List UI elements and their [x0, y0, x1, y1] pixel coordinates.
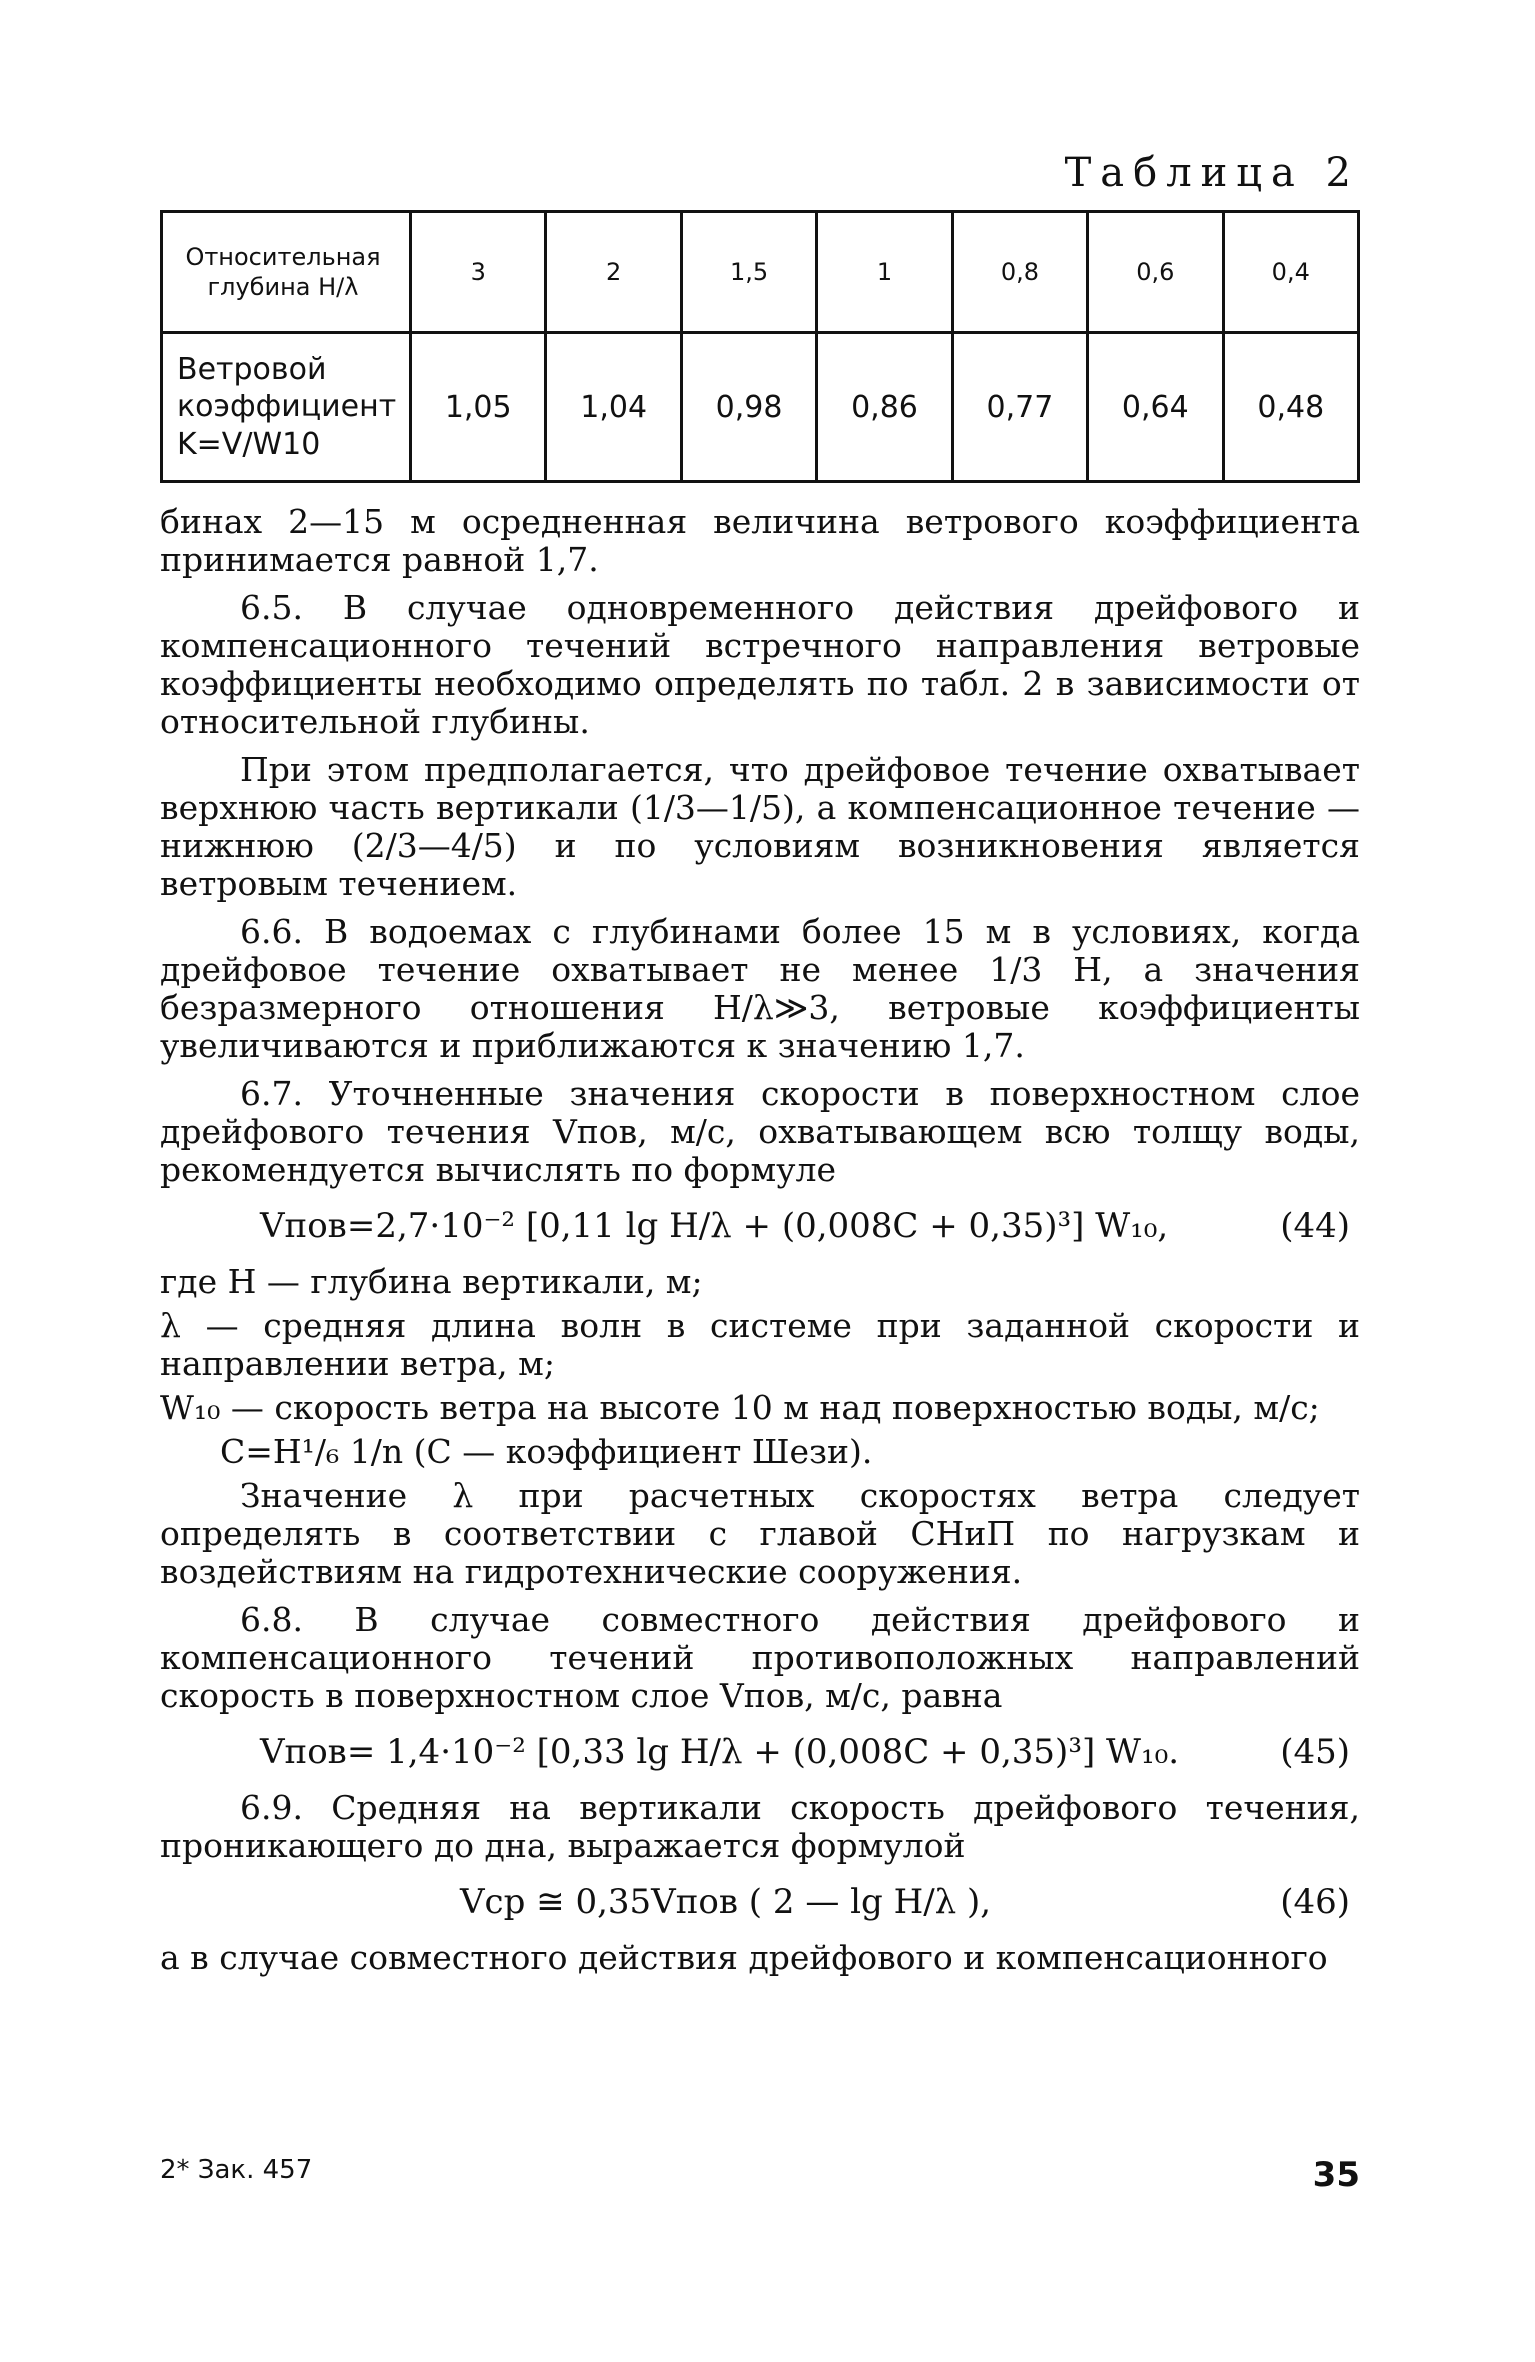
table-cell: 2	[546, 212, 681, 333]
paragraph-6-6: 6.6. В водоемах с глубинами более 15 м в условиях, когда дрейфовое течение охватывает не менее 1/3 H, а значения безразмерного отношения H/λ≫3, ветровые коэффициенты увеличиваются и приближаются к значению 1,7.	[160, 912, 1360, 1065]
table-cell: 0,98	[681, 333, 816, 482]
table-cell: 1,04	[546, 333, 681, 482]
paragraph: а в случае совместного действия дрейфового и компенсационного	[160, 1938, 1328, 1977]
formula-expression: Vпов=2,7·10⁻² [0,11 lg H/λ + (0,008C + 0,35)³] W₁₀,	[260, 1206, 1169, 1246]
table-cell: 0,4	[1223, 212, 1358, 333]
paragraph: бинах 2—15 м осредненная величина ветрового коэффициента принимается равной 1,7.	[160, 502, 1360, 579]
table-cell: 0,77	[952, 333, 1087, 482]
formula-44	[160, 1207, 1360, 1245]
table-cell: 0,48	[1223, 333, 1358, 482]
definition: C=H¹/₆ 1/n (C — коэффициент Шези).	[220, 1432, 873, 1471]
table-cell: 0,86	[817, 333, 952, 482]
formula-45	[160, 1733, 1360, 1771]
table-row	[162, 333, 1359, 482]
table-cell: 0,6	[1088, 212, 1223, 333]
formula-expression: Vср ≅ 0,35Vпов ( 2 — lg H/λ ),	[460, 1882, 992, 1922]
table-cell: 3	[411, 212, 546, 333]
wind-coefficient-table	[160, 210, 1360, 483]
definitions	[160, 1263, 1360, 1471]
formula-number: (44)	[1280, 1206, 1350, 1246]
formula-number: (46)	[1280, 1882, 1350, 1922]
page-content	[160, 150, 1360, 1987]
definition: λ — средняя длина волн в системе при заданной скорости и направлении ветра, м;	[160, 1306, 1360, 1383]
table-cell: 0,8	[952, 212, 1087, 333]
paragraph-6-8: 6.8. В случае совместного действия дрейфового и компенсационного течений противоположных направлений скорость в поверхностном слое Vпов, м/с, равна	[160, 1600, 1360, 1715]
table-row-label: Относительная глубина H/λ	[162, 212, 411, 333]
table-cell: 1,05	[411, 333, 546, 482]
order-number: 2* Зак. 457	[160, 2155, 313, 2185]
page-number: 35	[1312, 2155, 1360, 2195]
paragraph-6-9: 6.9. Средняя на вертикали скорость дрейфового течения, проникающего до дна, выражается формулой	[160, 1788, 1360, 1865]
formula-number: (45)	[1280, 1732, 1350, 1772]
page-footer	[160, 2155, 1360, 2195]
formula-46	[160, 1883, 1360, 1921]
table-title: Таблица 2	[1064, 150, 1360, 196]
paragraph: Значение λ при расчетных скоростях ветра следует определять в соответствии с главой СНиП по нагрузкам и воздействиям на гидротехнические сооружения.	[160, 1476, 1360, 1591]
table-cell: 0,64	[1088, 333, 1223, 482]
table-cell: 1,5	[681, 212, 816, 333]
paragraph-6-5: 6.5. В случае одновременного действия дрейфового и компенсационного течений встречного направления ветровые коэффициенты необходимо определять по табл. 2 в зависимости от относительной глубины.	[160, 588, 1360, 741]
definition: W₁₀ — скорость ветра на высоте 10 м над поверхностью воды, м/с;	[160, 1388, 1320, 1427]
definition: где H — глубина вертикали, м;	[160, 1262, 703, 1301]
paragraph: При этом предполагается, что дрейфовое течение охватывает верхнюю часть вертикали (1/3—1/5), а компенсационное течение — нижнюю (2/3—4/5) и по условиям возникновения является ветровым течением.	[160, 750, 1360, 903]
table-cell: 1	[817, 212, 952, 333]
paragraph-6-7: 6.7. Уточненные значения скорости в поверхностном слое дрейфового течения Vпов, м/с, охватывающем всю толщу воды, рекомендуется вычислять по формуле	[160, 1074, 1360, 1189]
formula-expression: Vпов= 1,4·10⁻² [0,33 lg H/λ + (0,008C + 0,35)³] W₁₀.	[260, 1732, 1180, 1772]
body-text	[160, 503, 1360, 1977]
table-row-label: Ветровой коэффициент K=V/W10	[162, 333, 411, 482]
table-row	[162, 212, 1359, 333]
